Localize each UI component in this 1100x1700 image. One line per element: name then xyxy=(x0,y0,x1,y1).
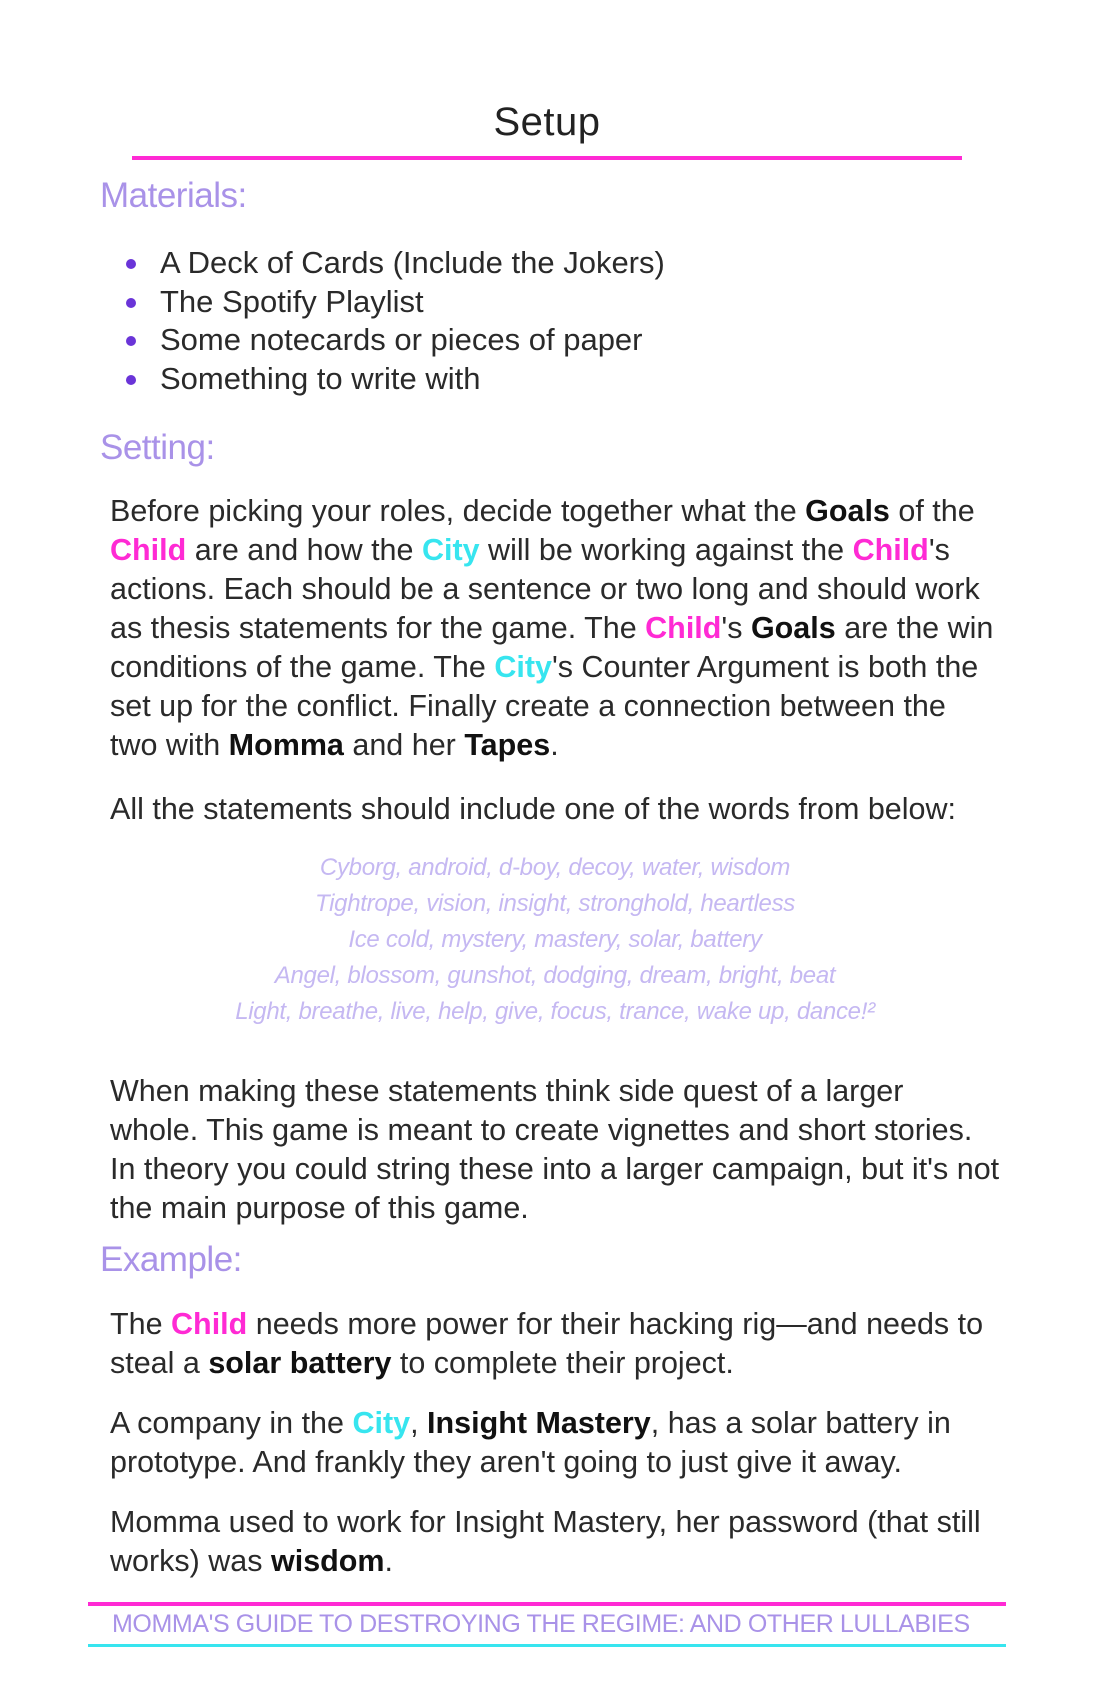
page-title: Setup xyxy=(493,100,601,144)
keyword-child: Child xyxy=(852,533,929,567)
keyword-insight-mastery: Insight Mastery xyxy=(427,1406,651,1440)
keyword-momma: Momma xyxy=(228,728,344,762)
bullet-icon xyxy=(126,336,136,346)
list-item: The Spotify Playlist xyxy=(160,283,665,322)
footer-divider-pink xyxy=(88,1602,1006,1606)
keyword-child: Child xyxy=(645,611,722,645)
keyword-solar-battery: solar battery xyxy=(208,1346,392,1380)
word-line: Tightrope, vision, insight, stronghold, heartless xyxy=(314,890,796,917)
example-paragraph-2: A company in the City, Insight Mastery, has a solar battery in prototype. And frankly they aren't going to just give it away. xyxy=(110,1406,951,1479)
title-divider xyxy=(132,156,962,160)
keyword-wisdom: wisdom xyxy=(271,1544,385,1578)
word-line: Cyborg, android, d-boy, decoy, water, wisdom xyxy=(319,854,791,881)
bullet-icon xyxy=(126,259,136,269)
footer-title: MOMMA'S GUIDE TO DESTROYING THE REGIME: AND OTHER LULLABIES xyxy=(112,1610,970,1638)
keyword-goals: Goals xyxy=(750,611,836,645)
materials-list xyxy=(160,244,665,398)
setting-paragraph-3: When making these statements think side quest of a larger whole. This game is meant to create vignettes and short stories. In theory you could string these into a larger campaign, but it's not the main purpose of this game. xyxy=(110,1074,1000,1225)
keyword-child: Child xyxy=(171,1307,248,1341)
word-line: Angel, blossom, gunshot, dodging, dream, bright, beat xyxy=(274,962,836,989)
keyword-goals: Goals xyxy=(805,494,890,528)
example-paragraph-3: Momma used to work for Insight Mastery, her password (that still works) was wisdom. xyxy=(110,1505,981,1578)
keyword-city: City xyxy=(421,533,480,567)
example-heading: Example: xyxy=(100,1240,242,1279)
list-item: Some notecards or pieces of paper xyxy=(160,321,665,360)
example-paragraph-1: The Child needs more power for their hacking rig—and needs to steal a solar battery to complete their project. xyxy=(110,1307,984,1380)
word-line: Light, breathe, live, help, give, focus, trance, wake up, dance!² xyxy=(235,998,875,1025)
list-item: Something to write with xyxy=(160,360,665,399)
footer-divider-cyan xyxy=(88,1644,1006,1647)
bullet-icon xyxy=(126,298,136,308)
setting-paragraph-2: All the statements should include one of the words from below: xyxy=(110,792,956,826)
keyword-city: City xyxy=(352,1406,411,1440)
word-line: Ice cold, mystery, mastery, solar, battery xyxy=(348,926,762,953)
bullet-icon xyxy=(126,375,136,385)
setting-paragraph-1: Before picking your roles, decide together what the Goals of the Child are and how the City will be working against the Child's actions. Each should be a sentence or two long and should work as thesis statements for the game. The Child's Goals are the win conditions of the game. The City's Counter Argument is both the set up for the conflict. Finally create a connection between the two with Momma and her Tapes. xyxy=(110,494,994,762)
keyword-tapes: Tapes xyxy=(464,728,551,762)
word-list xyxy=(110,850,1000,1030)
keyword-child: Child xyxy=(110,533,187,567)
keyword-city: City xyxy=(494,650,552,684)
setting-heading: Setting: xyxy=(100,428,215,467)
list-item: A Deck of Cards (Include the Jokers) xyxy=(160,244,665,283)
materials-heading: Materials: xyxy=(100,176,247,215)
